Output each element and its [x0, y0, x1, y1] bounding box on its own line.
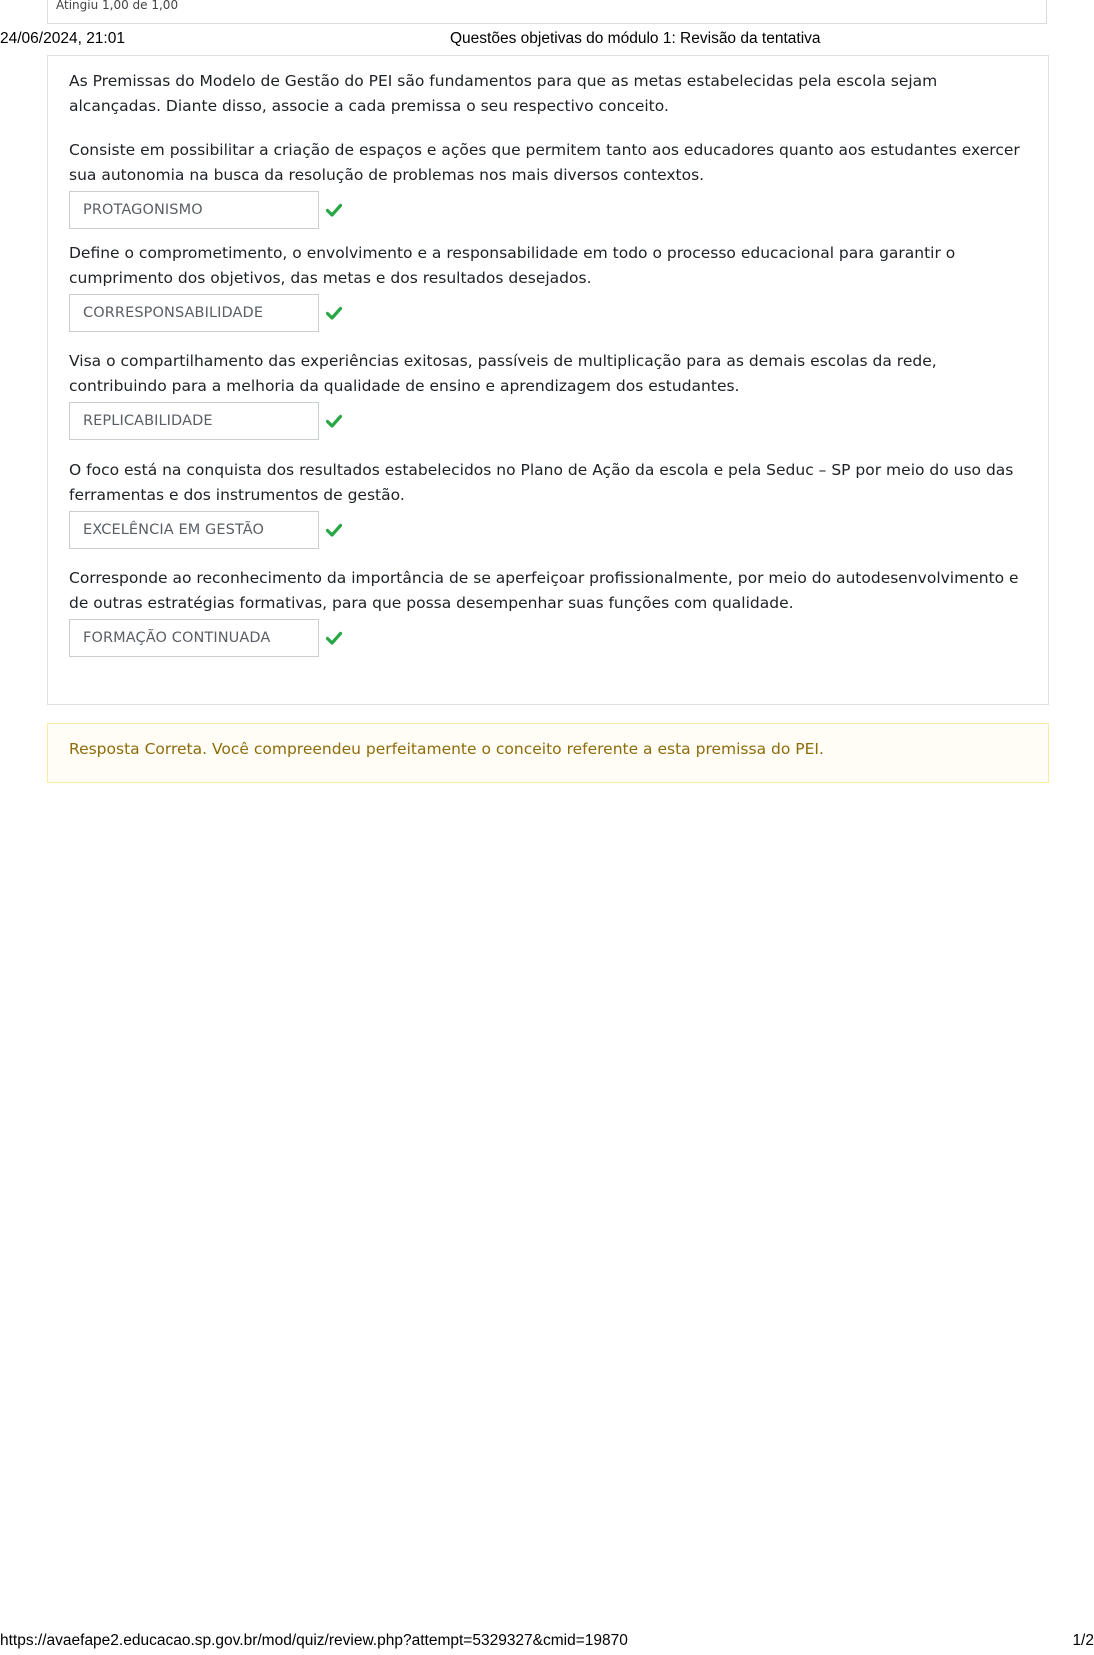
print-footer [0, 1632, 1094, 1652]
answer-row [69, 294, 1029, 332]
match-statement: Corresponde ao reconhecimento da importância de se aperfeiçoar profissionalmente, por meio do autodesenvolvimento e de outras estratégias formativas, para que possa desempenhar suas funções com qualidade. [69, 569, 1019, 612]
answer-select[interactable]: CORRESPONSABILIDADE [69, 294, 319, 332]
answer-select[interactable]: FORMAÇÃO CONTINUADA [69, 619, 319, 657]
answer-select[interactable]: EXCELÊNCIA EM GESTÃO [69, 511, 319, 549]
check-icon [326, 202, 342, 218]
answer-row [69, 619, 1029, 657]
print-date: 24/06/2024, 21:01 [0, 30, 125, 47]
feedback-text: Resposta Correta. Você compreendeu perfeitamente o conceito referente a esta premissa do PEI. [69, 740, 824, 758]
print-title: Questões objetivas do módulo 1: Revisão da tentativa [450, 30, 821, 47]
match-statement: O foco está na conquista dos resultados estabelecidos no Plano de Ação da escola e pela Seduc – SP por meio do uso das ferramentas e dos instrumentos de gestão. [69, 461, 1014, 504]
match-item [69, 241, 1029, 332]
match-item [69, 458, 1029, 549]
question-card [47, 55, 1049, 705]
answer-row [69, 402, 1029, 440]
answer-row [69, 191, 1029, 229]
match-item [69, 138, 1029, 229]
question-intro: As Premissas do Modelo de Gestão do PEI são fundamentos para que as metas estabelecidas pela escola sejam alcançadas. Diante disso, associe a cada premissa o seu respectivo conceito. [69, 72, 938, 115]
check-icon [326, 630, 342, 646]
page-number: 1/2 [1072, 1632, 1094, 1649]
grade-text: Atingiu 1,00 de 1,00 [56, 0, 179, 12]
answer-row [69, 511, 1029, 549]
check-icon [326, 522, 342, 538]
answer-select[interactable]: PROTAGONISMO [69, 191, 319, 229]
check-icon [326, 413, 342, 429]
feedback-box [47, 723, 1049, 783]
match-item [69, 566, 1029, 657]
answer-select[interactable]: REPLICABILIDADE [69, 402, 319, 440]
print-url: https://avaefape2.educacao.sp.gov.br/mod/quiz/review.php?attempt=5329327&cmid=19870 [0, 1632, 628, 1649]
previous-info-box [47, 0, 1047, 24]
check-icon [326, 305, 342, 321]
print-header [0, 28, 1094, 50]
match-statement: Visa o compartilhamento das experiências exitosas, passíveis de multiplicação para as demais escolas da rede, contribuindo para a melhoria da qualidade de ensino e aprendizagem dos estudantes. [69, 352, 937, 395]
match-statement: Consiste em possibilitar a criação de espaços e ações que permitem tanto aos educadores quanto aos estudantes exercer sua autonomia na busca da resolução de problemas nos mais diversos contextos. [69, 141, 1020, 184]
match-item [69, 349, 1029, 440]
match-statement: Define o comprometimento, o envolvimento e a responsabilidade em todo o processo educacional para garantir o cumprimento dos objetivos, das metas e dos resultados desejados. [69, 244, 956, 287]
